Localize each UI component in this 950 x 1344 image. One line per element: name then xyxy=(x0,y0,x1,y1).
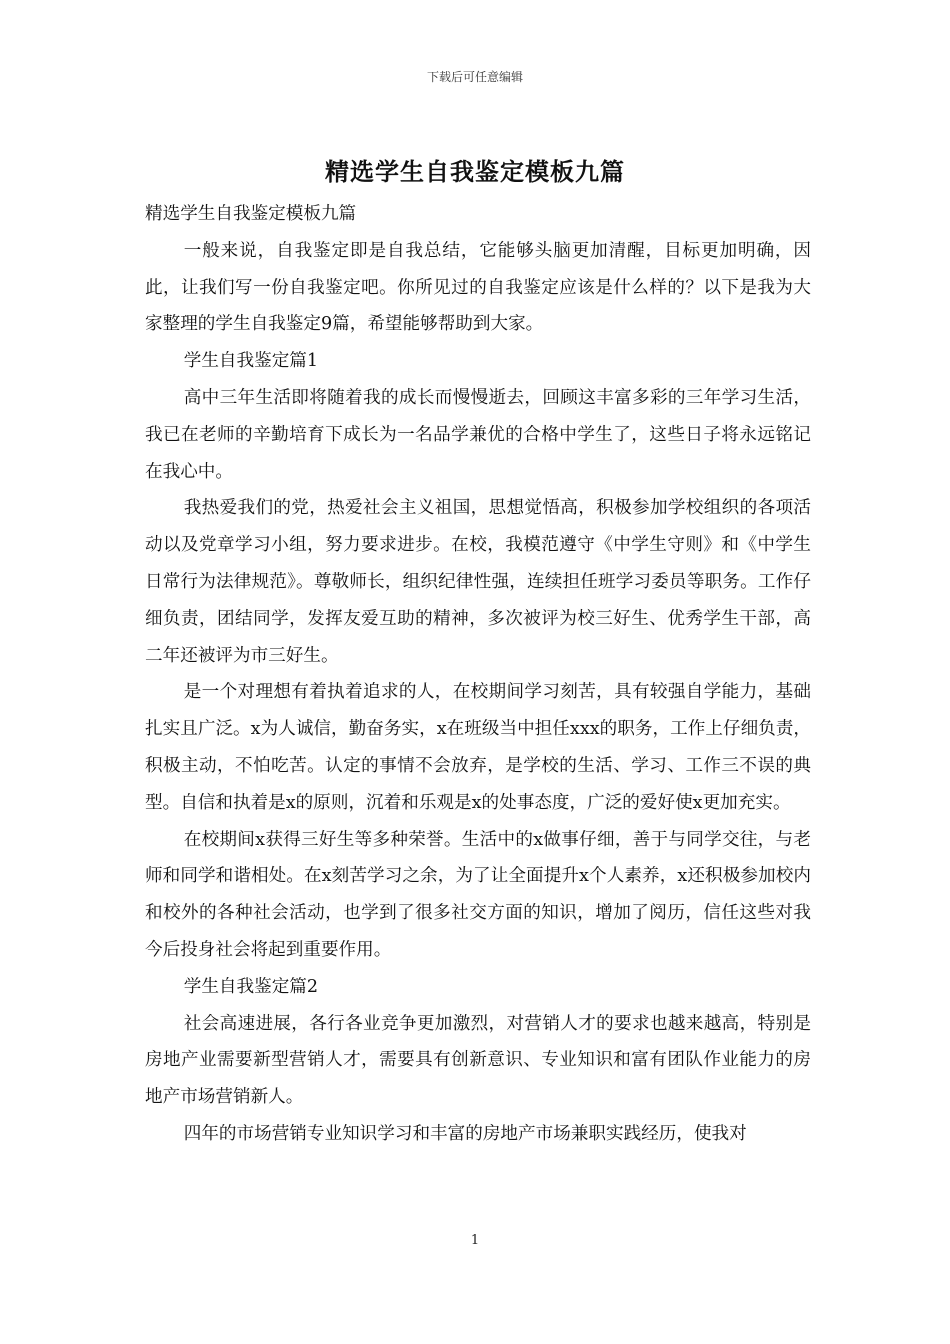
header-note: 下载后可任意编辑 xyxy=(426,70,523,84)
section-heading-2: 学生自我鉴定篇2 xyxy=(183,976,319,997)
document-title: 精选学生自我鉴定模板九篇 xyxy=(325,157,625,186)
page-number: 1 xyxy=(470,1233,480,1248)
paragraph: 社会高速进展，各行各业竞争更加激烈，对营销人才的要求也越来越高，特别是房地产业需要新型营销人才，需要具有创新意识、专业知识和富有团队作业能力的房地产市场营销新人。 xyxy=(145,1013,811,1108)
paragraph: 在校期间x获得三好生等多种荣誉。生活中的x做事仔细，善于与同学交往，与老师和同学和谐相处。在x刻苦学习之余，为了让全面提升x个人素养，x还积极参加校内和校外的各种社会活动，也学到了很多社交方面的知识，增加了阅历，信任这些对我今后投身社会将起到重要作用。 xyxy=(145,829,811,960)
paragraph: 我热爱我们的党，热爱社会主义祖国，思想觉悟高，积极参加学校组织的各项活动以及党章学习小组，努力要求进步。在校，我模范遵守《中学生守则》和《中学生日常行为法律规范》。尊敬师长，组织纪律性强，连续担任班学习委员等职务。工作仔细负责，团结同学，发挥友爱互助的精神，多次被评为校三好生、优秀学生干部，高二年还被评为市三好生。 xyxy=(145,498,811,666)
paragraph-intro: 一般来说，自我鉴定即是自我总结，它能够头脑更加清醒，目标更加明确，因此，让我们写一份自我鉴定吧。你所见过的自我鉴定应该是什么样的？以下是我为大家整理的学生自我鉴定9篇，希望能够帮助到大家。 xyxy=(145,240,811,335)
paragraph: 四年的市场营销专业知识学习和丰富的房地产市场兼职实践经历，使我对 xyxy=(183,1123,747,1144)
document-body xyxy=(145,196,811,1153)
paragraph: 高中三年生活即将随着我的成长而慢慢逝去，回顾这丰富多彩的三年学习生活，我已在老师的辛勤培育下成长为一名品学兼优的合格中学生了，这些日子将永远铭记在我心中。 xyxy=(145,387,811,482)
document-subtitle: 精选学生自我鉴定模板九篇 xyxy=(145,204,357,224)
section-heading-1: 学生自我鉴定篇1 xyxy=(183,351,319,372)
paragraph: 是一个对理想有着执着追求的人，在校期间学习刻苦，具有较强自学能力，基础扎实且广泛。x为人诚信，勤奋务实，x在班级当中担任xxx的职务，工作上仔细负责，积极主动，不怕吃苦。认定的事情不会放弃，是学校的生活、学习、工作三不误的典型。自信和执着是x的原则，沉着和乐观是x的处事态度，广泛的爱好使x更加充实。 xyxy=(145,682,811,813)
